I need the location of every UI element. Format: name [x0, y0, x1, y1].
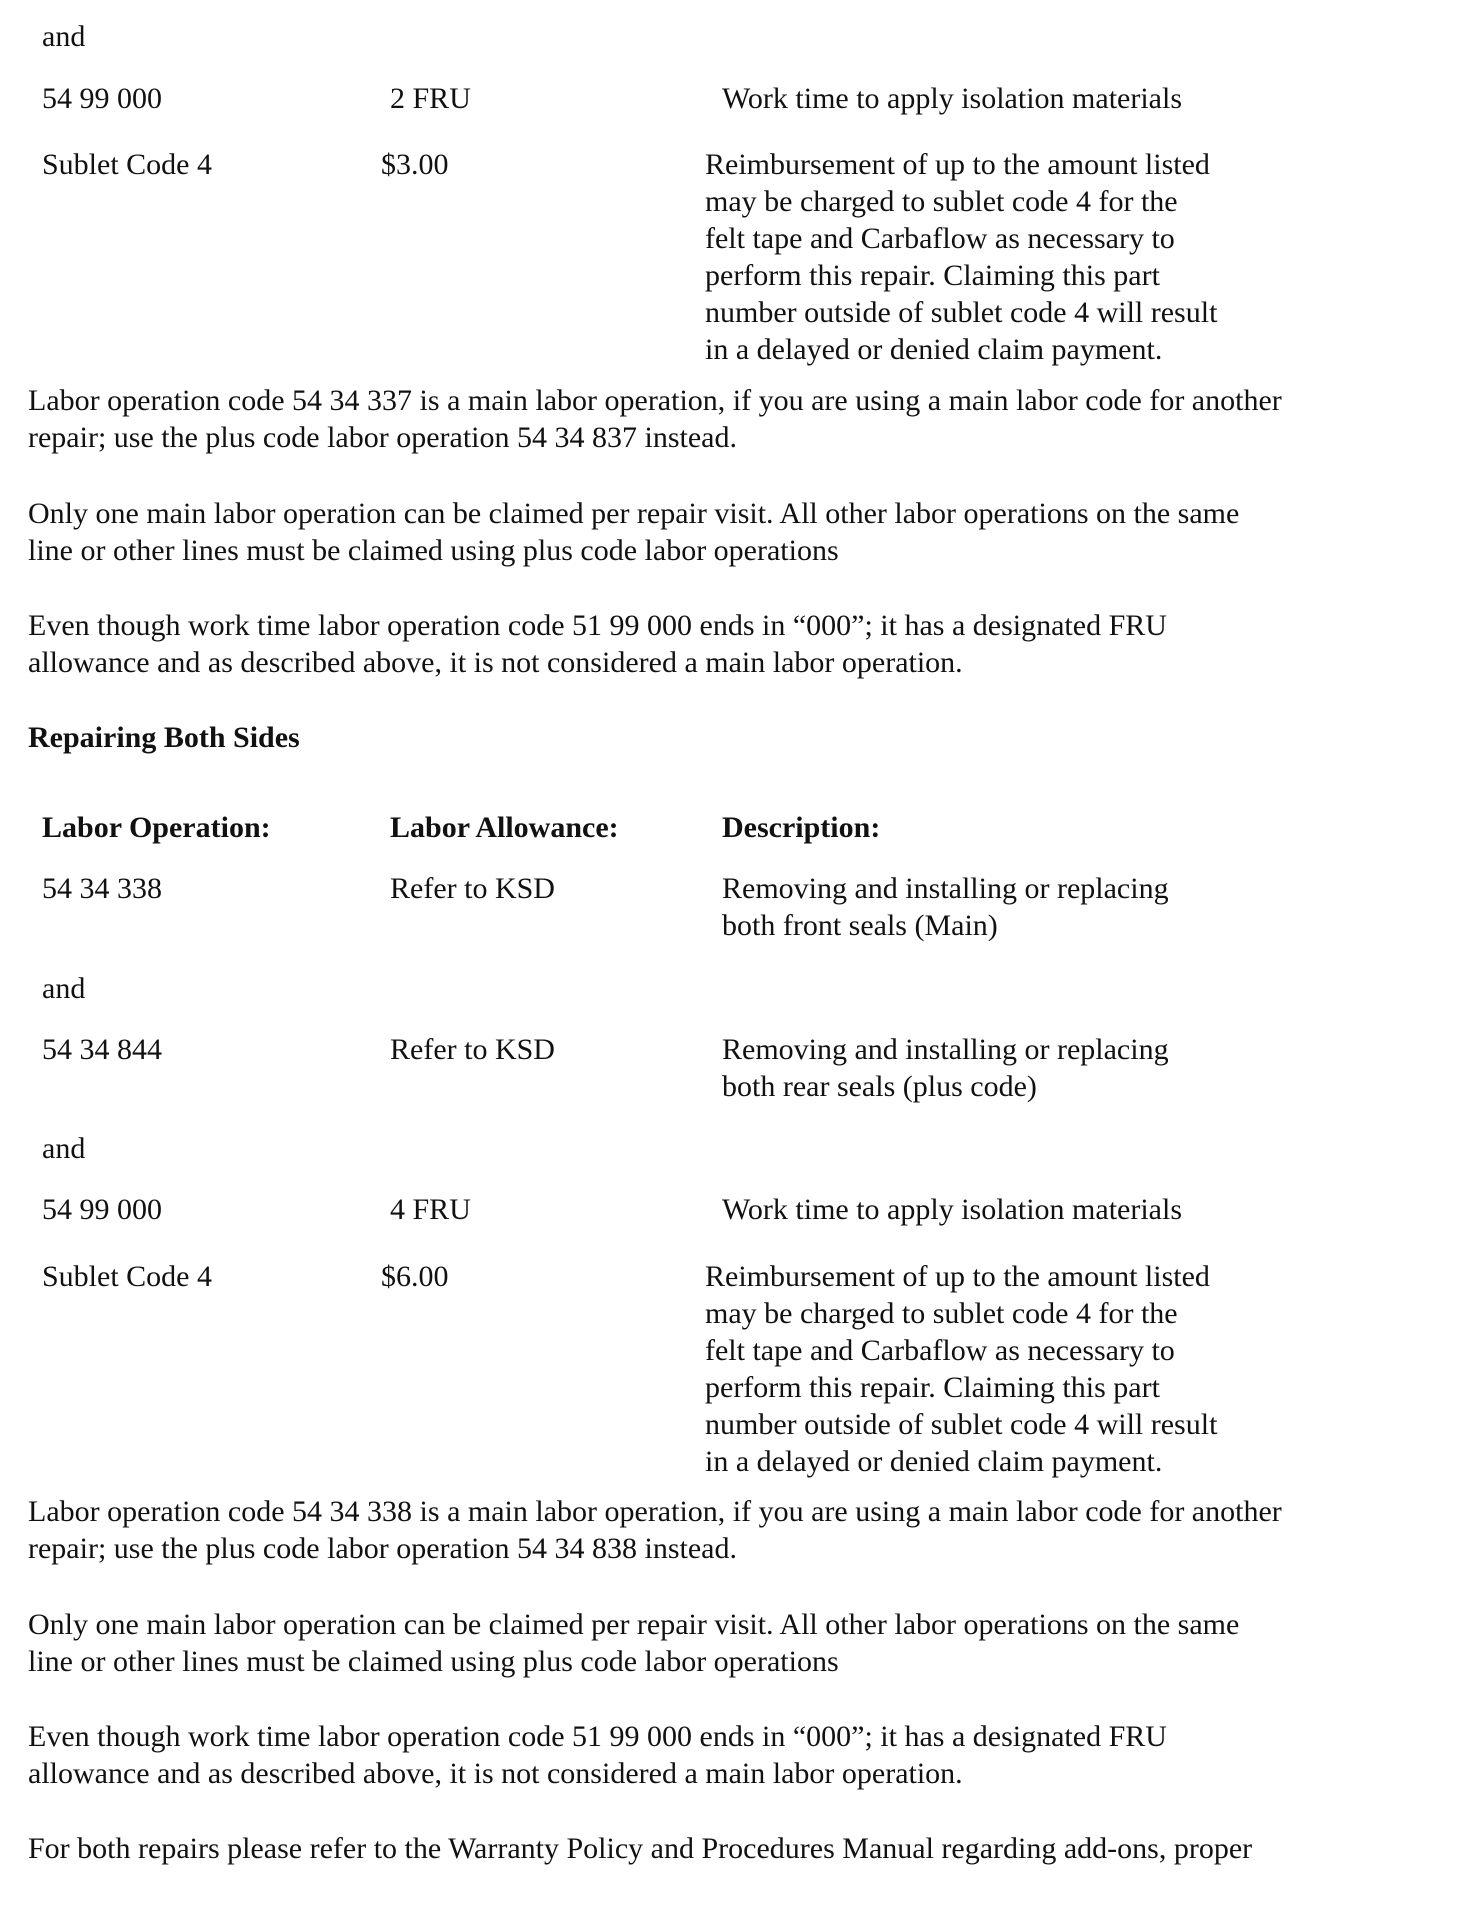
and-connector: and: [42, 1132, 86, 1165]
section-heading: Repairing Both Sides: [28, 721, 300, 754]
sublet-description-line: may be charged to sublet code 4 for the: [705, 1297, 1178, 1330]
labor-allowance: 4 FRU: [390, 1193, 471, 1226]
labor-op-code: 54 99 000: [42, 1193, 162, 1226]
labor-description: [722, 1031, 1169, 1105]
sublet-description-line: Reimbursement of up to the amount listed: [705, 1260, 1210, 1293]
one-main-labor-note: [28, 1606, 1239, 1680]
sublet-code: Sublet Code 4: [42, 148, 212, 181]
description-line: Removing and installing or replacing: [722, 872, 1169, 905]
sublet-description-line: felt tape and Carbaflow as necessary to: [705, 222, 1175, 255]
sublet-description-line: in a delayed or denied claim payment.: [705, 333, 1163, 366]
labor-op-code: 54 34 844: [42, 1033, 162, 1066]
description-line: both front seals (Main): [722, 909, 998, 942]
note-line: Labor operation code 54 34 338 is a main labor operation, if you are using a main labor code for another: [28, 1495, 1282, 1528]
sublet-description-line: Reimbursement of up to the amount listed: [705, 148, 1210, 181]
note-line: Only one main labor operation can be claimed per repair visit. All other labor operations on the same: [28, 497, 1240, 530]
labor-description: Work time to apply isolation materials: [722, 1193, 1182, 1226]
description-line: Removing and installing or replacing: [722, 1033, 1169, 1066]
note-line: allowance and as described above, it is not considered a main labor operation.: [28, 1757, 963, 1790]
sublet-description: [705, 1258, 1217, 1480]
work-time-note: [28, 607, 1167, 681]
sublet-description-line: number outside of sublet code 4 will result: [705, 1408, 1218, 1441]
labor-allowance: Refer to KSD: [390, 1033, 555, 1066]
main-labor-note: [28, 382, 1282, 456]
labor-allowance: 2 FRU: [390, 82, 471, 115]
sublet-description-line: number outside of sublet code 4 will result: [705, 296, 1218, 329]
column-header-labor-allowance: Labor Allowance:: [390, 811, 619, 844]
note-line: line or other lines must be claimed using plus code labor operations: [28, 1645, 839, 1678]
one-main-labor-note: [28, 495, 1239, 569]
column-header-labor-operation: Labor Operation:: [42, 811, 271, 844]
sublet-amount: $6.00: [381, 1260, 449, 1293]
sublet-description-line: may be charged to sublet code 4 for the: [705, 185, 1178, 218]
note-line: Labor operation code 54 34 337 is a main labor operation, if you are using a main labor code for another: [28, 384, 1282, 417]
labor-description: [722, 870, 1169, 944]
and-connector: and: [42, 20, 86, 53]
note-line: repair; use the plus code labor operation 54 34 838 instead.: [28, 1532, 737, 1565]
work-time-note: [28, 1718, 1167, 1792]
sublet-amount: $3.00: [381, 148, 449, 181]
sublet-description-line: felt tape and Carbaflow as necessary to: [705, 1334, 1175, 1367]
sublet-description: [705, 146, 1217, 368]
note-line: repair; use the plus code labor operation 54 34 837 instead.: [28, 421, 737, 454]
labor-op-code: 54 34 338: [42, 872, 162, 905]
labor-op-code: 54 99 000: [42, 82, 162, 115]
sublet-description-line: perform this repair. Claiming this part: [705, 1371, 1160, 1404]
labor-allowance: Refer to KSD: [390, 872, 555, 905]
labor-description: Work time to apply isolation materials: [722, 82, 1182, 115]
sublet-code: Sublet Code 4: [42, 1260, 212, 1293]
note-line: Only one main labor operation can be claimed per repair visit. All other labor operations on the same: [28, 1608, 1240, 1641]
main-labor-note: [28, 1493, 1282, 1567]
sublet-description-line: perform this repair. Claiming this part: [705, 259, 1160, 292]
column-header-description: Description:: [722, 811, 881, 844]
note-line: line or other lines must be claimed using plus code labor operations: [28, 534, 839, 567]
note-line: Even though work time labor operation code 51 99 000 ends in “000”; it has a designated FRU: [28, 1720, 1167, 1753]
final-note: For both repairs please refer to the Warranty Policy and Procedures Manual regarding add-ons, proper: [28, 1832, 1253, 1865]
sublet-description-line: in a delayed or denied claim payment.: [705, 1445, 1163, 1478]
note-line: Even though work time labor operation code 51 99 000 ends in “000”; it has a designated FRU: [28, 609, 1167, 642]
description-line: both rear seals (plus code): [722, 1070, 1037, 1103]
and-connector: and: [42, 972, 86, 1005]
note-line: allowance and as described above, it is not considered a main labor operation.: [28, 646, 963, 679]
